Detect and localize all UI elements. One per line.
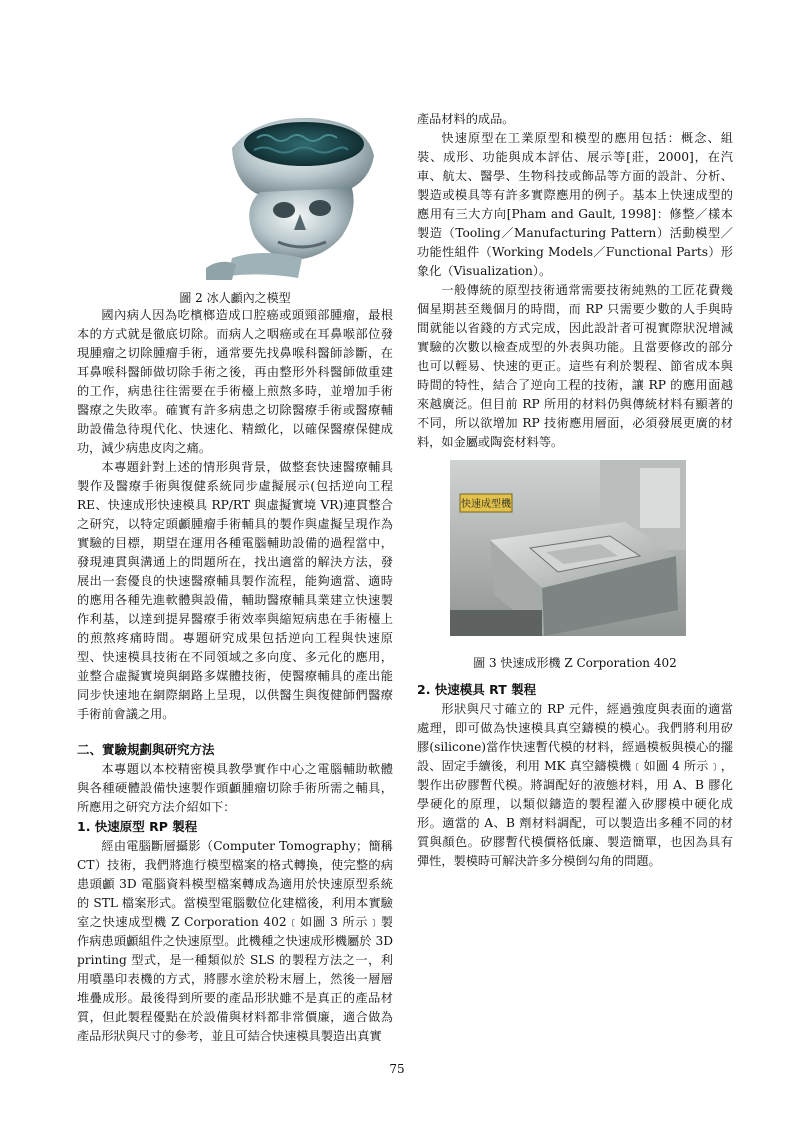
page-number: 75	[389, 1062, 405, 1076]
figure-3-rapid-prototyping-machine-photo	[450, 460, 686, 636]
right-column-lower	[417, 680, 733, 871]
figure-2-skull-model-image	[202, 108, 396, 282]
paragraph: 經由電腦斷層攝影（Computer Tomography；簡稱 CT）技術，我們將進行模型檔案的格式轉換，使完整的病患頭顱 3D 電腦資料模型檔案轉成為適用於快速原型系統的 STL 檔案形式。當模型電腦數位化建檔後，利用本實驗室之快速成型機 Z Corporation 402﹝如圖 3 所示﹞製作病患頭顱組件之快速原型。此機種之快速成形機屬於 3D printing 型式，是一種類似於 SLS 的製程方法之一，利用噴墨印表機的方式，將膠水塗於粉末層上，然後一層層堆疊成形。最後得到所要的產品形狀雖不是真正的產品材質，但此製程優點在於設備與材料都非常價廉，適合做為產品形狀與尺寸的參考，並且可結合快速模具製造出真實	[77, 839, 393, 1043]
machine-sign-label: 快速成型機	[461, 499, 511, 510]
figure-3-caption: 圖 3 快速成形機 Z Corporation 402	[473, 656, 677, 670]
subsection-heading: 2. 快速模具 RT 製程	[417, 682, 537, 697]
paragraph: 本專題針對上述的情形與背景，做整套快速醫療輔具製作及醫療手術與復健系統同步虛擬展示(包括逆向工程 RE、快速成形快速模具 RP/RT 與虛擬實境 VR)連貫整合之研究，以特定頭顱腫瘤手術輔具的製作與虛擬呈現作為實驗的目標，期望在運用各種電腦輔助設備的過程當中，發現連貫與溝通上的問題所在，找出適當的解決方法，發展出一套優良的快速醫療輔具製作流程，能夠適當、適時的應用各種先進軟體與設備，輔助醫療輔具業建立快速製作利基，以達到提昇醫療手術效率與縮短病患在手術檯上的煎熬疼痛時間。專題研究成果包括逆向工程與快速原型、快速模具技術在不同領域之多向度、多元化的應用，並整合虛擬實境與網路多媒體技術，使醫療輔具的產出能同步快速地在網際網路上呈現，以供醫生與復健師們醫療手術前會議之用。	[77, 460, 393, 721]
right-column	[417, 110, 733, 452]
paragraph: 快速原型在工業原型和模型的應用包括：概念、組裝、成形、功能與成本評估、展示等[莊，2000]，在汽車、航太、醫學、生物科技或飾品等方面的設計、分析、製造或模具等有許多實際應用的例子。基本上快速成型的應用有三大方向[Pham and Gault, 1998]：修整／樣本製造（Tooling／Manufacturing Pattern）活動模型／功能性組件（Working Models／Functional Parts）形象化（Visualization）。	[417, 131, 733, 278]
paragraph: 本專題以本校精密模具教學實作中心之電腦輔助軟體與各種硬體設備快速製作頭顱腫瘤切除手術所需之輔具，所應用之研究方法介紹如下：	[77, 762, 393, 814]
paragraph: 形狀與尺寸確立的 RP 元件，經過強度與表面的適當處理，即可做為快速模具真空鑄模的模心。我們將利用矽膠(silicone)當作快速暫代模的材料，經過模板與模心的擺設、固定手續後，利用 MK 真空鑄模機﹝如圖 4 所示﹞，製作出矽膠暫代模。將調配好的液態材料，用 A、B 膠化學硬化的原理，以類似鑄造的製程灌入矽膠模中硬化成形。適當的 A、B 劑材料調配，可以製造出多種不同的材質與顏色。矽膠暫代模價格低廉、製造簡單，也因為具有彈性，製模時可解決許多分模倒勾角的問題。	[417, 702, 733, 868]
paragraph: 國內病人因為吃檳榔造成口腔癌或頭頸部腫瘤，最根本的方式就是徹底切除。而病人之咽癌或在耳鼻喉部位發現腫瘤之切除腫瘤手術，通常要先找鼻喉科醫師診斷，在耳鼻喉科醫師做切除手術之後，再由整形外科醫師做重建的工作，病患往往需要在手術檯上煎熬多時，並增加手術醫療之失敗率。確實有許多病患之切除醫療手術或醫療輔助設備急待現代化、快速化、精緻化，以確保醫療保健成功，減少病患皮肉之痛。	[77, 308, 393, 455]
left-column	[77, 306, 393, 1046]
figure-2-caption: 圖 2 冰人顱內之模型	[179, 291, 291, 305]
paragraph: 一般傳統的原型技術通常需要技術純熟的工匠花費幾個星期甚至幾個月的時間，而 RP 只需要少數的人手與時間就能以省錢的方式完成，因此設計者可視實際狀況增減實驗的次數以檢查成型的外表與功能。且當要修改的部分也可以輕易、快速的更正。這些有利於製程、節省成本與時間的特性，結合了逆向工程的技術，讓 RP 的應用面越來越廣泛。但目前 RP 所用的材料仍與傳統材料有顯著的不同，所以欲增加 RP 技術應用層面，必須發展更廣的材料，如金屬或陶瓷材料等。	[417, 283, 733, 449]
paragraph: 產品材料的成品。	[417, 112, 515, 126]
subsection-heading: 1. 快速原型 RP 製程	[77, 819, 198, 834]
section-heading: 二、實驗規劃與研究方法	[77, 742, 215, 757]
